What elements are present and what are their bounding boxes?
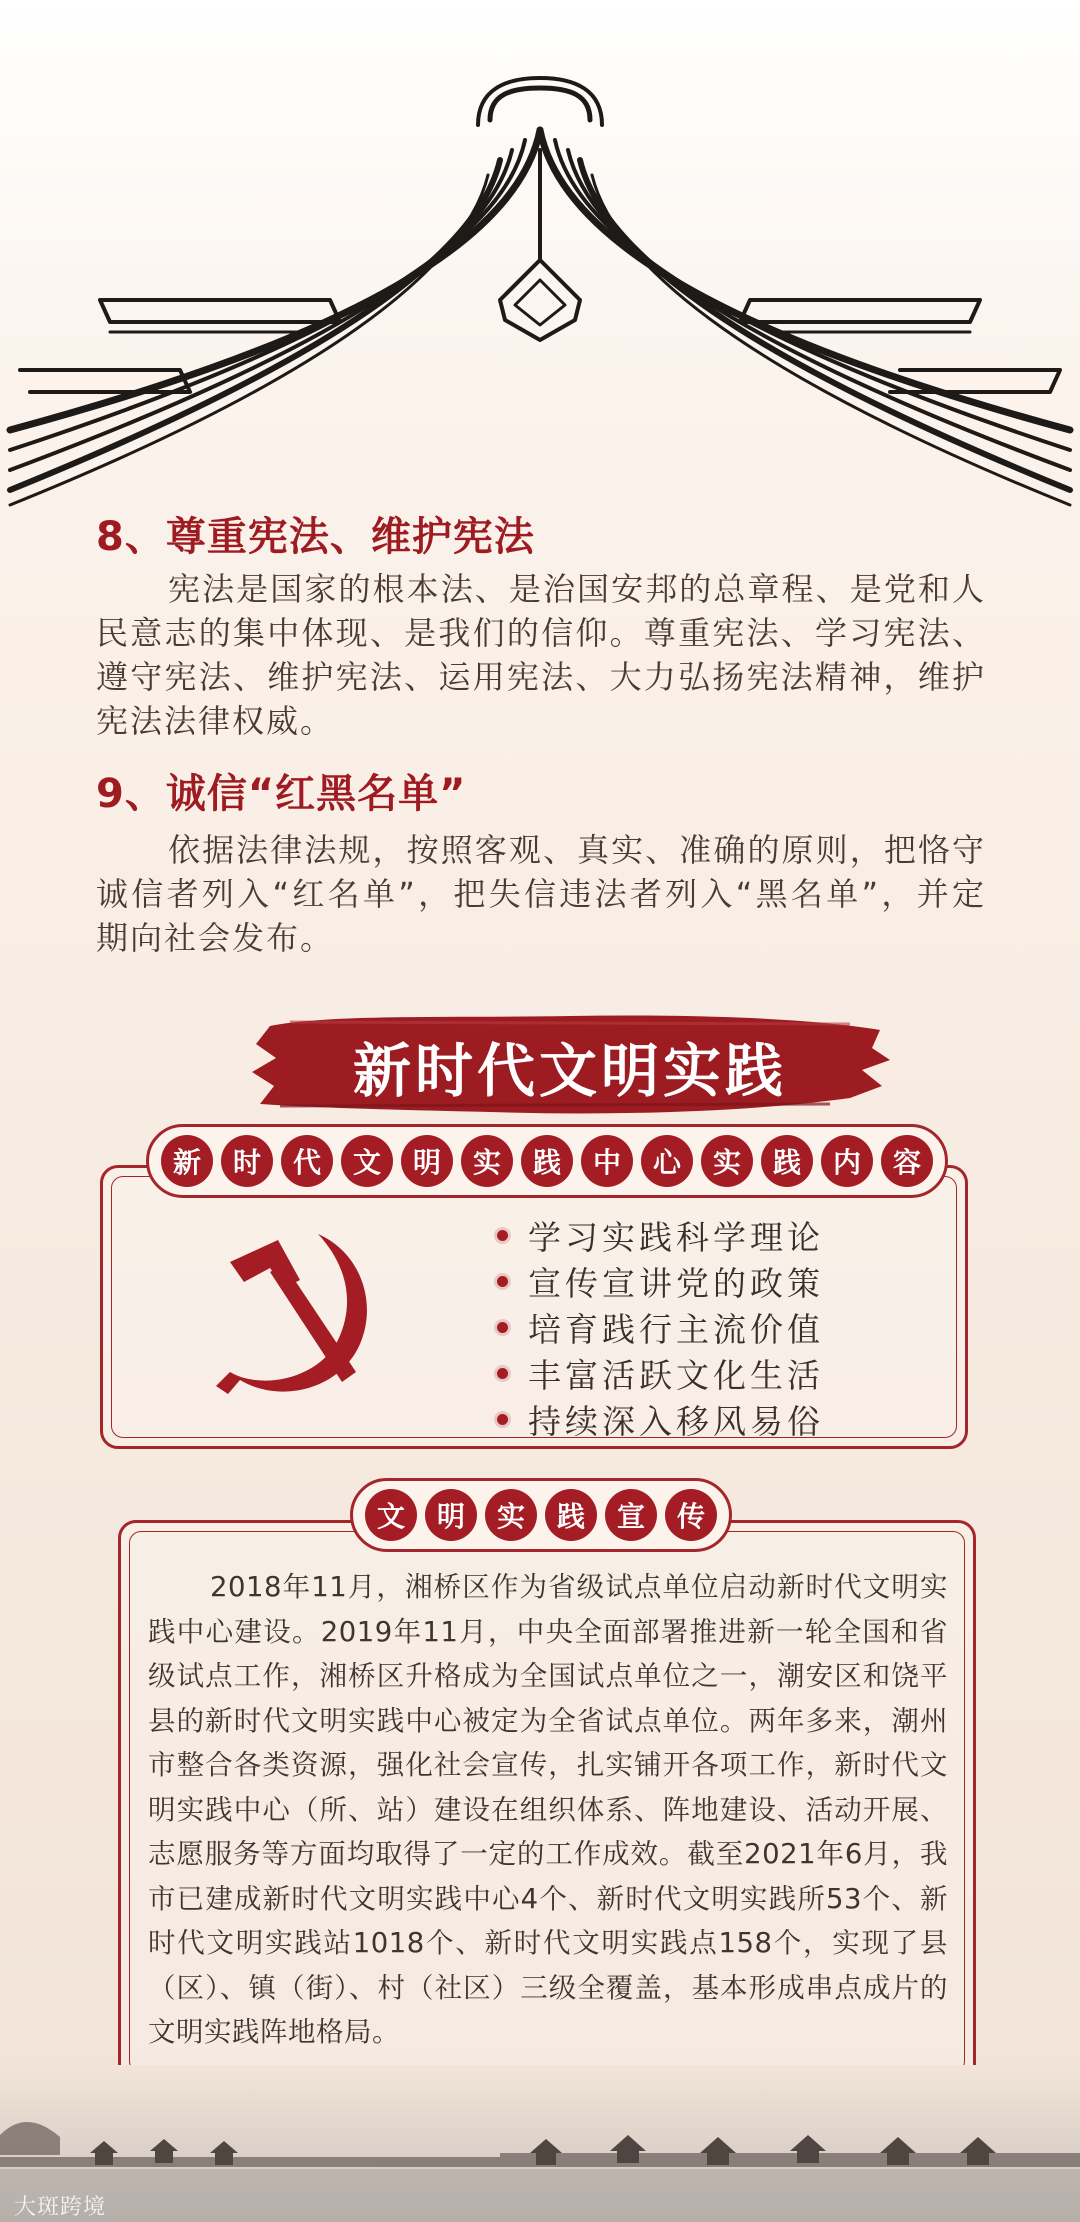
center-content-list: [497, 1212, 824, 1442]
section-9-title: 9、诚信“红黑名单”: [96, 771, 467, 817]
list-item: 学习实践科学理论: [497, 1212, 824, 1258]
title-char-circle: 宣: [605, 1489, 657, 1541]
bullet-dot-icon: [497, 1322, 508, 1333]
list-item: 丰富活跃文化生活: [497, 1350, 824, 1396]
roof-eave-illustration: [0, 0, 1080, 520]
title-char-circle: 明: [401, 1135, 453, 1187]
watermark-text: 大斑跨境: [14, 2195, 107, 2220]
list-item: 培育践行主流价值: [497, 1304, 824, 1350]
list-item: 宣传宣讲党的政策: [497, 1258, 824, 1304]
banner-title: 新时代文明实践: [352, 1037, 787, 1105]
title-char-circle: 实: [461, 1135, 513, 1187]
title-char-circle: 践: [521, 1135, 573, 1187]
title-char-circle: 代: [281, 1135, 333, 1187]
bullet-dot-icon: [497, 1230, 508, 1241]
bullet-dot-icon: [497, 1414, 508, 1425]
bridge-skyline-illustration: [0, 2065, 1080, 2222]
section-8-title: 8、尊重宪法、维护宪法: [96, 514, 535, 560]
title-char-circle: 践: [545, 1489, 597, 1541]
title-char-circle: 实: [701, 1135, 753, 1187]
center-content-title: [146, 1124, 948, 1198]
title-char-circle: 心: [641, 1135, 693, 1187]
publicity-title: [350, 1478, 732, 1552]
title-char-circle: 中: [581, 1135, 633, 1187]
bullet-dot-icon: [497, 1276, 508, 1287]
section-9-body: 依据法律法规，按照客观、真实、准确的原则，把恪守诚信者列入“红名单”，把失信违法者列入“黑名单”，并定期向社会发布。: [96, 831, 986, 957]
title-char-circle: 明: [425, 1489, 477, 1541]
title-char-circle: 容: [881, 1135, 933, 1187]
title-char-circle: 时: [221, 1135, 273, 1187]
publicity-body: 2018年11月，湘桥区作为省级试点单位启动新时代文明实践中心建设。2019年11月，中央全面部署推进新一轮全国和省级试点工作，湘桥区升格成为全国试点单位之一，潮安区和饶平县的新时代文明实践中心被定为全省试点单位。两年多来，潮州市整合各类资源，强化社会宣传，扎实铺开各项工作，新时代文明实践中心（所、站）建设在组织体系、阵地建设、活动开展、志愿服务等方面均取得了一定的工作成效。截至2021年6月，我市已建成新时代文明实践中心4个、新时代文明实践所53个、新时代文明实践站1018个、新时代文明实践点158个，实现了县（区）、镇（街）、村（社区）三级全覆盖，基本形成串点成片的文明实践阵地格局。: [148, 1571, 948, 2048]
title-char-circle: 实: [485, 1489, 537, 1541]
title-char-circle: 新: [161, 1135, 213, 1187]
title-char-circle: 内: [821, 1135, 873, 1187]
section-8-body: 宪法是国家的根本法、是治国安邦的总章程、是党和人民意志的集中体现、是我们的信仰。尊重宪法、学习宪法、遵守宪法、维护宪法、运用宪法、大力弘扬宪法精神，维护宪法法律权威。: [96, 570, 986, 740]
title-char-circle: 文: [341, 1135, 393, 1187]
title-char-circle: 践: [761, 1135, 813, 1187]
hammer-sickle-icon: [200, 1222, 380, 1402]
title-char-circle: 传: [665, 1489, 717, 1541]
list-item: 持续深入移风易俗: [497, 1396, 824, 1442]
title-char-circle: 文: [365, 1489, 417, 1541]
bullet-dot-icon: [497, 1368, 508, 1379]
